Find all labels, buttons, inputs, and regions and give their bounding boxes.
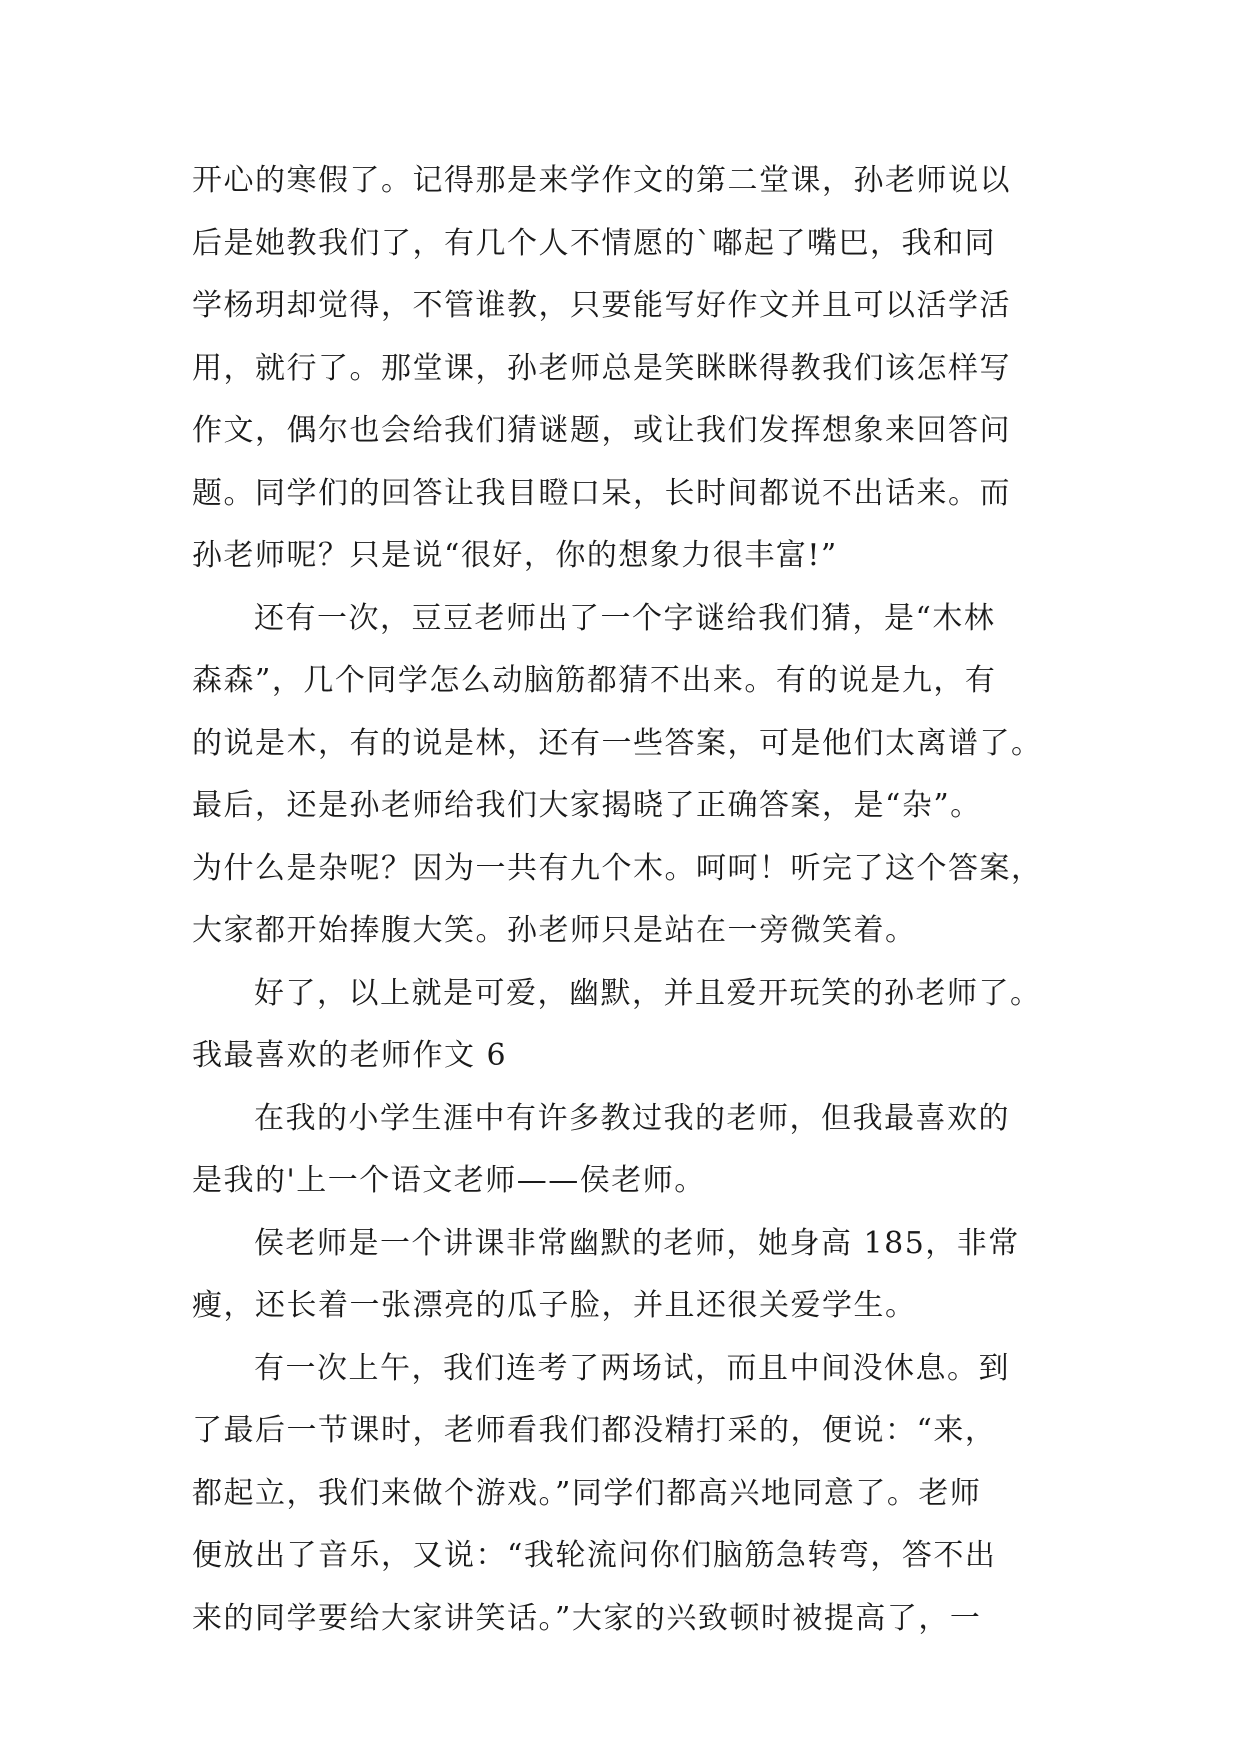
text-line: 学杨玥却觉得，不管谁教，只要能写好作文并且可以活学活	[192, 288, 1011, 323]
text-line: 后是她教我们了，有几个人不情愿的`嘟起了嘴巴，我和同	[192, 225, 996, 261]
text-line: 都起立，我们来做个游戏。”同学们都高兴地同意了。老师	[192, 1475, 982, 1511]
paragraph-first-line: 有一次上午，我们连考了两场试，而且中间没休息。到	[254, 1350, 1010, 1386]
body-text	[192, 150, 1052, 1650]
paragraph-first-line: 在我的小学生涯中有许多教过我的老师，但我最喜欢的	[254, 1100, 1010, 1136]
text-line: 便放出了音乐，又说：“我轮流问你们脑筋急转弯，答不出	[192, 1538, 997, 1573]
text-line: 最后，还是孙老师给我们大家揭晓了正确答案，是“杂”。	[192, 788, 982, 823]
section-heading: 我最喜欢的老师作文 6	[192, 1038, 508, 1073]
text-line: 森森”，几个同学怎么动脑筋都猜不出来。有的说是九，有	[192, 663, 997, 698]
text-line: 为什么是杂呢？因为一共有九个木。呵呵！听完了这个答案，	[192, 850, 1043, 886]
text-line: 大家都开始捧腹大笑。孙老师只是站在一旁微笑着。	[192, 913, 917, 948]
text-line: 题。同学们的回答让我目瞪口呆，长时间都说不出话来。而	[192, 475, 1011, 511]
paragraph-first-line: 侯老师是一个讲课非常幽默的老师，她身高 185，非常	[254, 1225, 1020, 1261]
text-line: 孙老师呢？只是说“很好，你的想象力很丰富!”	[192, 538, 838, 573]
text-line: 用，就行了。那堂课，孙老师总是笑眯眯得教我们该怎样写	[192, 350, 1011, 386]
text-line: 来的同学要给大家讲笑话。”大家的兴致顿时被提高了，一	[192, 1600, 982, 1636]
paragraph-first-line: 好了，以上就是可爱，幽默，并且爱开玩笑的孙老师了。	[254, 975, 1042, 1011]
text-line: 瘦，还长着一张漂亮的瓜子脸，并且还很关爱学生。	[192, 1288, 917, 1323]
text-line: 是我的'上一个语文老师——侯老师。	[192, 1163, 706, 1198]
text-line: 开心的寒假了。记得那是来学作文的第二堂课，孙老师说以	[192, 163, 1011, 198]
text-line: 了最后一节课时，老师看我们都没精打采的，便说：“来，	[192, 1413, 997, 1448]
paragraph-first-line: 还有一次，豆豆老师出了一个字谜给我们猜，是“木林	[254, 600, 996, 636]
text-line: 的说是木，有的说是林，还有一些答案，可是他们太离谱了。	[192, 725, 1043, 761]
text-line: 作文，偶尔也会给我们猜谜题，或让我们发挥想象来回答问	[192, 413, 1011, 448]
